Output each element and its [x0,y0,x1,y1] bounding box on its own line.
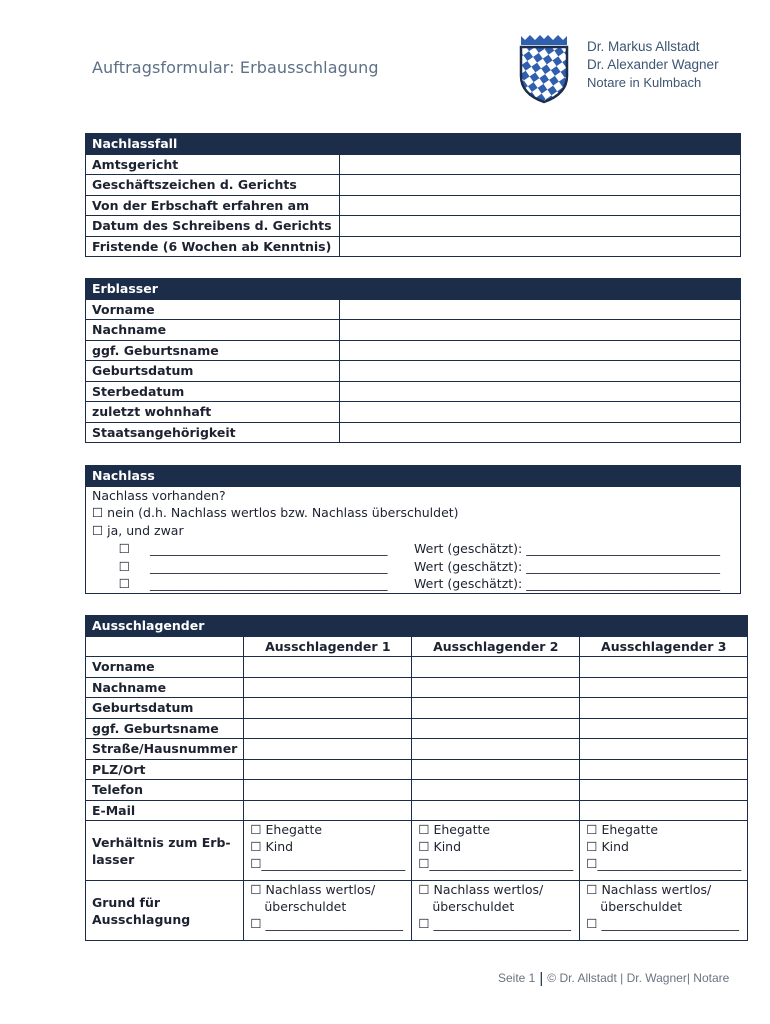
reason-options-2 [412,881,580,941]
asset-row [92,540,734,558]
field-geburtsdatum-3[interactable] [580,698,748,719]
field-strasse-1[interactable] [244,739,412,760]
option-other[interactable]: ☐ ______________________ [250,916,404,931]
field-geburtsdatum-2[interactable] [412,698,580,719]
label-strasse: Straße/Hausnummer [86,739,244,760]
label-telefon: Telefon [86,780,244,801]
label-geburtsdatum: Geburtsdatum [86,698,244,719]
label-amtsgericht: Amtsgericht [86,154,340,175]
label-staatsangehoerigkeit: Staatsangehörigkeit [86,422,340,443]
section-header-erblasser: Erblasser [86,279,741,300]
firm-location: Notare in Kulmbach [587,75,702,90]
label-nachname: Nachname [86,320,340,341]
field-vorname-1[interactable] [244,657,412,678]
field-nachname-1[interactable] [244,677,412,698]
option-other[interactable]: ☐ ______________________ [586,916,739,931]
option-other[interactable]: ☐_______________________ [250,856,406,871]
field-geburtsname-2[interactable] [412,718,580,739]
label-email: E-Mail [86,800,244,821]
label-wohnhaft: zuletzt wohnhaft [86,402,340,423]
option-other[interactable]: ☐ ______________________ [418,916,571,931]
label-geburtsname: ggf. Geburtsname [86,340,340,361]
asset-value-line[interactable]: Wert (geschätzt): _______________________________ [414,576,720,592]
field-nachname[interactable] [340,320,741,341]
option-wertlos[interactable]: ☐ Nachlass wertlos/ [250,882,376,897]
footer-separator: | [539,970,544,987]
page-footer [498,970,729,987]
firm-name-2: Dr. Alexander Wagner [587,57,719,72]
bavarian-crest-logo [517,34,571,104]
asset-description-line[interactable]: ______________________________________ [150,540,388,556]
option-wertlos-cont: überschuldet [432,899,515,914]
field-telefon-3[interactable] [580,780,748,801]
field-vorname[interactable] [340,299,741,320]
option-wertlos[interactable]: ☐ Nachlass wertlos/ [586,882,712,897]
nachlass-table [85,465,741,594]
firm-info [587,38,719,92]
asset-description-line[interactable]: ______________________________________ [150,558,388,574]
field-geburtsdatum[interactable] [340,361,741,382]
field-fristende[interactable] [340,236,741,257]
nachlass-body [86,486,741,594]
section-header-nachlass: Nachlass [86,466,741,487]
field-strasse-3[interactable] [580,739,748,760]
reason-options-1 [244,881,412,941]
field-wohnhaft[interactable] [340,402,741,423]
ausschlagender-table [85,615,748,941]
option-other[interactable]: ☐_______________________ [418,856,574,871]
label-vorname: Vorname [86,657,244,678]
firm-name-1: Dr. Markus Allstadt [587,39,700,54]
relation-options-3 [580,821,748,881]
field-sterbedatum[interactable] [340,381,741,402]
label-erfahren-am: Von der Erbschaft erfahren am [86,195,340,216]
section-header-nachlassfall: Nachlassfall [86,134,741,155]
asset-row [92,558,734,576]
relation-options-1 [244,821,412,881]
label-datum-schreiben: Datum des Schreibens d. Gerichts [86,216,340,237]
option-wertlos[interactable]: ☐ Nachlass wertlos/ [418,882,544,897]
option-kind[interactable]: ☐ Kind [418,839,462,854]
field-amtsgericht[interactable] [340,154,741,175]
field-nachname-2[interactable] [412,677,580,698]
corner-cell [86,636,244,657]
label-fristende: Fristende (6 Wochen ab Kenntnis) [86,236,340,257]
label-grund: Grund für Ausschlagung [86,881,244,941]
asset-checkbox[interactable]: ☐ [118,558,130,574]
asset-row [92,575,734,593]
page-title: Auftragsformular: Erbausschlagung [92,58,379,77]
field-nachname-3[interactable] [580,677,748,698]
field-geburtsdatum-1[interactable] [244,698,412,719]
option-nein[interactable]: ☐ nein (d.h. Nachlass wertlos bzw. Nachlass überschuldet) [92,505,459,521]
label-geschaeftszeichen: Geschäftszeichen d. Gerichts [86,175,340,196]
label-nachname: Nachname [86,677,244,698]
field-strasse-2[interactable] [412,739,580,760]
option-ehegatte[interactable]: ☐ Ehegatte [586,822,659,837]
field-email-1[interactable] [244,800,412,821]
asset-description-line[interactable]: ______________________________________ [150,576,388,592]
label-geburtsname: ggf. Geburtsname [86,718,244,739]
option-wertlos-cont: überschuldet [264,899,347,914]
relation-options-2 [412,821,580,881]
asset-value-line[interactable]: Wert (geschätzt): _______________________________ [414,540,720,556]
erblasser-table [85,278,741,443]
field-plz-ort-2[interactable] [412,759,580,780]
field-geburtsname[interactable] [340,340,741,361]
column-header-2: Ausschlagender 2 [412,636,580,657]
asset-value-line[interactable]: Wert (geschätzt): _______________________________ [414,558,720,574]
page-number: Seite 1 [498,971,536,985]
option-ehegatte[interactable]: ☐ Ehegatte [250,822,323,837]
nachlass-question: Nachlass vorhanden? [92,487,226,503]
nachlassfall-table [85,133,741,257]
reason-options-3 [580,881,748,941]
field-plz-ort-1[interactable] [244,759,412,780]
column-header-1: Ausschlagender 1 [244,636,412,657]
field-datum-schreiben[interactable] [340,216,741,237]
asset-checkbox[interactable]: ☐ [118,576,130,592]
field-plz-ort-3[interactable] [580,759,748,780]
field-telefon-2[interactable] [412,780,580,801]
field-erfahren-am[interactable] [340,195,741,216]
option-kind[interactable]: ☐ Kind [250,839,294,854]
field-staatsangehoerigkeit[interactable] [340,422,741,443]
column-header-3: Ausschlagender 3 [580,636,748,657]
field-email-2[interactable] [412,800,580,821]
label-sterbedatum: Sterbedatum [86,381,340,402]
option-other[interactable]: ☐_______________________ [586,856,742,871]
field-email-3[interactable] [580,800,748,821]
field-telefon-1[interactable] [244,780,412,801]
asset-checkbox[interactable]: ☐ [118,540,130,556]
label-vorname: Vorname [86,299,340,320]
option-ja[interactable]: ☐ ja, und zwar [92,523,184,539]
option-wertlos-cont: überschuldet [600,899,683,914]
footer-copyright: © Dr. Allstadt | Dr. Wagner| Notare [547,971,730,985]
label-plz-ort: PLZ/Ort [86,759,244,780]
label-geburtsdatum: Geburtsdatum [86,361,340,382]
field-geschaeftszeichen[interactable] [340,175,741,196]
field-geburtsname-3[interactable] [580,718,748,739]
field-vorname-2[interactable] [412,657,580,678]
field-vorname-3[interactable] [580,657,748,678]
option-kind[interactable]: ☐ Kind [586,839,629,854]
option-ehegatte[interactable]: ☐ Ehegatte [418,822,491,837]
field-geburtsname-1[interactable] [244,718,412,739]
section-header-ausschlagender: Ausschlagender [86,616,748,637]
label-verhaeltnis: Verhältnis zum Erb-lasser [86,821,244,881]
